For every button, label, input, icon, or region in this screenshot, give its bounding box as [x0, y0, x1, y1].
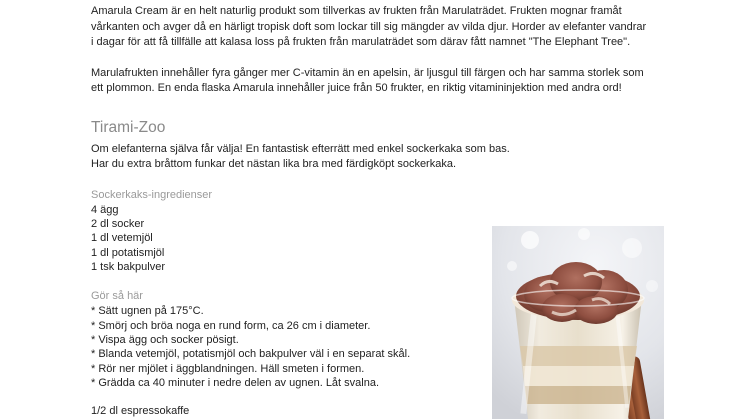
ingredient-item: 1 tsk bakpulver: [91, 260, 165, 273]
step-item: * Grädda ca 40 minuter i nedre delen av ugnen. Låt svalna.: [91, 376, 380, 389]
ingredient-item: 2 dl socker: [91, 218, 145, 230]
intro-p1-line-1: Amarula Cream är en helt naturlig produkt som tillverkas av frukten från Marulaträdet. Frukten mognar framåt: [91, 5, 622, 17]
recipe-intro-line-1: Om elefanterna själva får välja! En fantastisk efterrätt med enkel sockerkaka som bas.: [91, 142, 510, 155]
recipe-intro-line-2: Har du extra bråttom funkar det nästan lika bra med färdigköpt sockerkaka.: [91, 158, 457, 170]
extra-ingredient: 1/2 dl espressokaffe: [91, 405, 190, 418]
intro-paragraph-1: [91, 4, 671, 51]
recipe-intro: [91, 142, 671, 173]
step-item: * Rör ner mjölet i äggblandningen. Häll smeten i formen.: [91, 362, 365, 375]
intro-p2-line-2: ett plommon. En enda flaska Amarula innehåller juice från 50 frukter, en riktig vitamininjektion med andra ord!: [91, 82, 622, 94]
dessert-photo: [492, 226, 664, 419]
recipe-title: Tirami-Zoo: [91, 118, 166, 136]
ingredient-item: 1 dl vetemjöl: [91, 232, 153, 245]
intro-p1-line-2: vårkanten och avger då en härligt tropisk doft som lockar till sig mängder av vilda djur. Horder av elefanter vandrar: [91, 20, 647, 33]
steps-heading: Gör så här: [91, 290, 143, 303]
ingredient-item: 4 ägg: [91, 203, 119, 216]
intro-p2-line-1: Marulafrukten innehåller fyra gånger mer C-vitamin än en apelsin, är ljusgul till färgen och har samma storlek som: [91, 66, 644, 79]
step-item: * Smörj och bröa noga en rund form, ca 26 cm i diameter.: [91, 319, 371, 332]
step-item: * Vispa ägg och socker pösigt.: [91, 333, 239, 346]
tiramisu-glass-illustration: [492, 226, 664, 419]
intro-paragraph-2: [91, 66, 671, 97]
ingredient-item: 1 dl potatismjöl: [91, 246, 165, 259]
intro-p1-line-3: i dagar för att få tillfälle att kalasa loss på frukten från marulaträdet som därav fått namnet "The Elephant Tree".: [91, 36, 631, 48]
ingredients-heading: Sockerkaks-ingredienser: [91, 188, 213, 201]
step-item: * Sätt ugnen på 175°C.: [91, 305, 204, 318]
step-item: * Blanda vetemjöl, potatismjöl och bakpulver väl i en separat skål.: [91, 348, 411, 361]
